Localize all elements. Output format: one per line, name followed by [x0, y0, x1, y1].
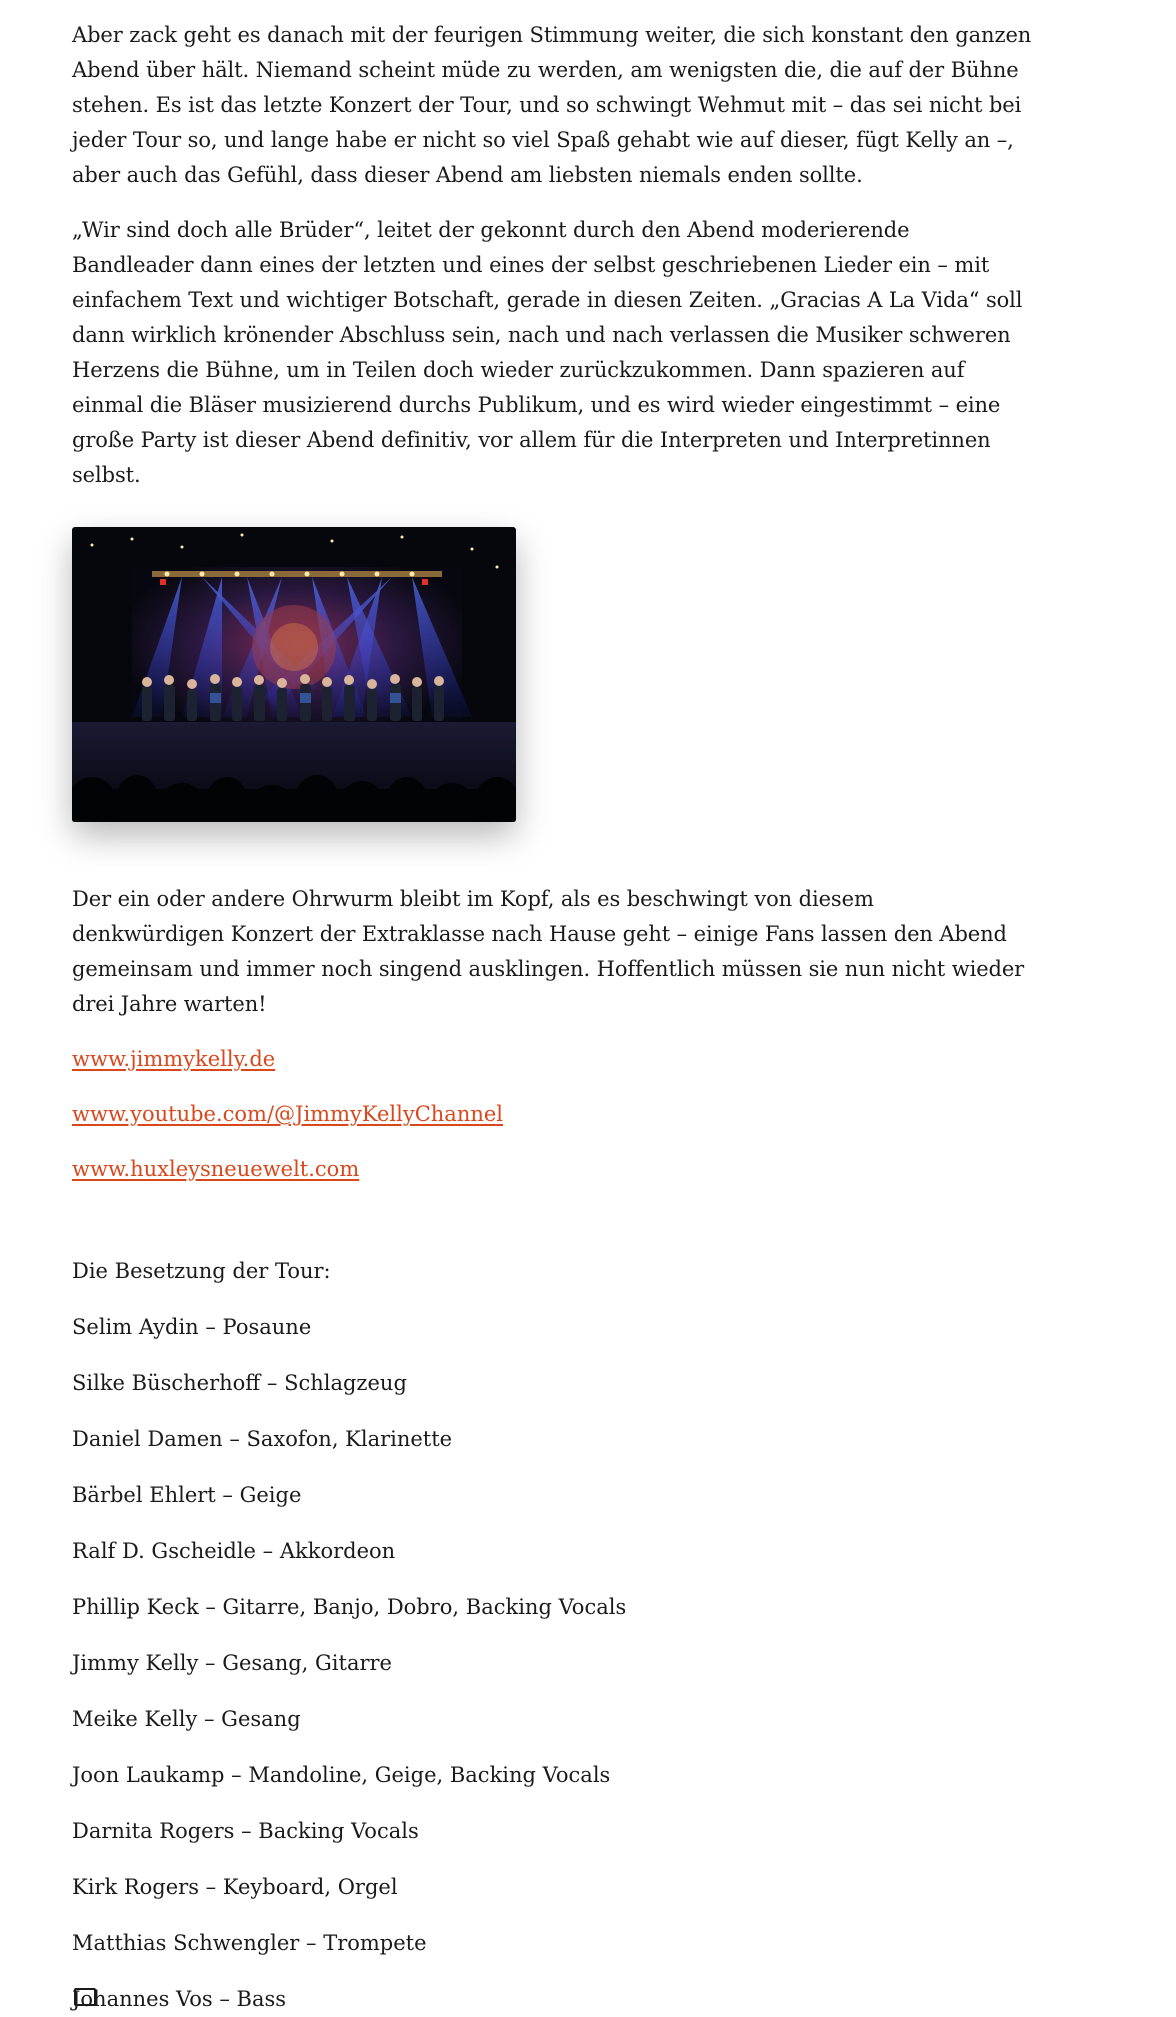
lineup-item: Johannes Vos – Bass [72, 1987, 287, 2011]
link-jimmykelly-row [72, 1042, 1032, 1077]
lineup-item: Bärbel Ehlert – Geige [72, 1483, 302, 1507]
concert-photo[interactable] [72, 527, 516, 822]
article-body [72, 18, 1032, 2017]
comment-icon[interactable] [74, 1988, 96, 2006]
lineup-list [72, 1310, 1032, 2017]
lineup-item: Kirk Rogers – Keyboard, Orgel [72, 1875, 398, 1899]
lineup-item: Selim Aydin – Posaune [72, 1315, 312, 1339]
lineup-item: Ralf D. Gscheidle – Akkordeon [72, 1539, 396, 1563]
link-huxleys[interactable]: www.huxleysneuewelt.com [72, 1157, 360, 1181]
lineup-item: Darnita Rogers – Backing Vocals [72, 1819, 419, 1843]
link-youtube-row [72, 1097, 1032, 1132]
lineup-item: Daniel Damen – Saxofon, Klarinette [72, 1427, 453, 1451]
lineup-heading: Die Besetzung der Tour: [72, 1259, 331, 1283]
paragraph-ohrwurm: Der ein oder andere Ohrwurm bleibt im Kopf, als es beschwingt von diesem denkwürdigen Konzert der Extraklasse nach Hause geht – einige Fans lassen den Abend gemeinsam und immer noch singend ausklingen. Hoffentlich müssen sie nun nicht wieder drei Jahre warten! [72, 887, 1025, 1016]
lineup-item: Joon Laukamp – Mandoline, Geige, Backing Vocals [72, 1763, 611, 1787]
link-youtube-channel[interactable]: www.youtube.com/@JimmyKellyChannel [72, 1102, 504, 1126]
link-jimmykelly[interactable]: www.jimmykelly.de [72, 1047, 276, 1071]
concert-stage-illustration [72, 527, 516, 822]
lineup-item: Matthias Schwengler – Trompete [72, 1931, 427, 1955]
lineup-item: Meike Kelly – Gesang [72, 1707, 301, 1731]
lineup-item: Phillip Keck – Gitarre, Banjo, Dobro, Backing Vocals [72, 1595, 627, 1619]
lineup-item: Jimmy Kelly – Gesang, Gitarre [72, 1651, 392, 1675]
lineup-item: Silke Büscherhoff – Schlagzeug [72, 1371, 407, 1395]
paragraph-stimmung: Aber zack geht es danach mit der feurigen Stimmung weiter, die sich konstant den ganzen Abend über hält. Niemand scheint müde zu werden, am wenigsten die, die auf der Bühne stehen. Es ist das letzte Konzert der Tour, und so schwingt Wehmut mit – das sei nicht bei jeder Tour so, und lange habe er nicht so viel Spaß gehabt wie auf dieser, fügt Kelly an –, aber auch das Gefühl, dass dieser Abend am liebsten niemals enden sollte. [72, 23, 1032, 187]
paragraph-brueder: „Wir sind doch alle Brüder“, leitet der gekonnt durch den Abend moderierende Bandleader dann eines der letzten und eines der selbst geschriebenen Lieder ein – mit einfachem Text und wichtiger Botschaft, gerade in diesen Zeiten. „Gracias A La Vida“ soll dann wirklich krönender Abschluss sein, nach und nach verlassen die Musiker schweren Herzens die Bühne, um in Teilen doch wieder zurückzukommen. Dann spazieren auf einmal die Bläser musizierend durchs Publikum, und es wird wieder eingestimmt – eine große Party ist dieser Abend definitiv, vor allem für die Interpreten und Interpretinnen selbst. [72, 218, 1023, 487]
link-huxleys-row [72, 1152, 1032, 1187]
